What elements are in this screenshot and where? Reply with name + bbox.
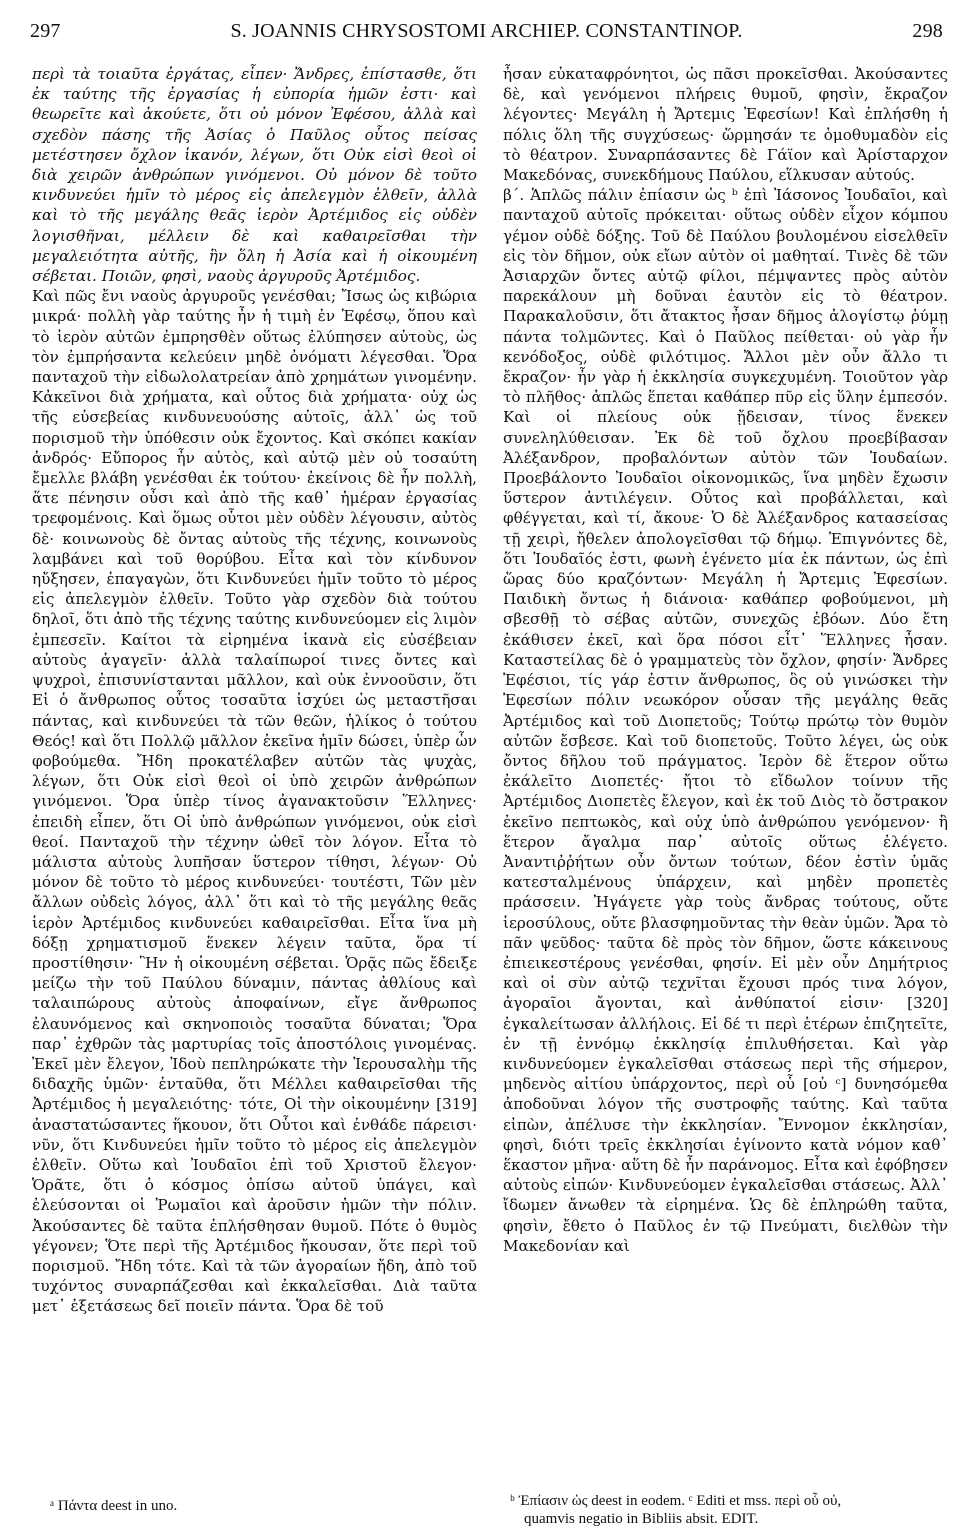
footnote-right [510,1492,950,1528]
page-header [30,20,943,60]
page-number-left: 297 [30,20,61,42]
footnote-left: ᵃ Πάντα deest in uno. [50,1498,178,1514]
page-number-right: 298 [912,20,943,42]
right-paragraph-1: ἦσαν εὐκαταφρόνητοι, ὡς πᾶσι προκεῖσθαι. Ἀκούσαντες δὲ, καὶ γενόμενοι πλήρεις θυμοῦ, φησὶν, ἔκραζον λέγοντες· Μεγάλη ἡ Ἄρτεμις Ἐφεσίων! Καὶ ἐπλήσθη ἡ πόλις ὅλη τῆς συγχύσεως· ὥρμησάν τε ὁμοθυμαδὸν εἰς τὸ θέατρον. Συναρπάσαντες δὲ Γάϊον καὶ Ἀρίσταρχον Μακεδόνας, συνεκδήμους Παύλου, εἵλκυσαν αὐτούς. [503,65,948,185]
left-paragraph-2: Καὶ πῶς ἔνι ναοὺς ἀργυροῦς γενέσθαι; Ἴσως ὡς κιβώρια μικρά· πολλὴ γὰρ ταύτης ἦν ἡ τιμὴ ἐν Ἐφέσῳ, ὅπου καὶ τὸ ἱερὸν αὐτῶν ἐμπρησθὲν οὕτως ἐλύπησεν αὐτοὺς, ὡς τὸν ἐμπρήσαντα κελεύειν μηδὲ ὀνόματι λέγεσθαι. Ὅρα πανταχοῦ τὴν εἰδωλολατρείαν ἀπὸ χρημάτων γινομένην. Κἀκεῖνοι διὰ χρήματα, καὶ οὗτος διὰ χρήματα· οὐχ ὡς τῆς εὐσεβείας κινδυνευούσης αὐτοῖς, ἀλλ᾽ ὡς τοῦ πορισμοῦ τὴν ὑπόθεσιν οὐκ ἔχοντος. Καὶ σκόπει κακίαν ἀνδρός· Εὔπορος ἦν αὐτὸς, καὶ αὐτῷ μὲν οὐ τοσαύτη ἔμελλε βλάβη γενέσθαι ἐκ τούτου· ἐκείνοις δὲ ἦν πολλὴ, ἅτε πένησιν οὖσι καὶ ἀπὸ τῆς καθ᾽ ἡμέραν ἐργασίας τρεφομένοις. Καὶ ὅμως οὗτοι μὲν οὐδὲν λέγουσιν, αὐτὸς δὲ· κοινωνοὺς δὲ ὄντας αὐτοὺς τῆς τέχνης, κοινωνοὺς λαμβάνει καὶ τοῦ θορύβου. Εἶτα καὶ τὸν κίνδυνον ηὔξησεν, ἐπαγαγὼν, ὅτι Κινδυνεύει ἡμῖν τοῦτο τὸ μέρος εἰς ἀπελεγμὸν ἐλθεῖν. Τοῦτο γὰρ σχεδὸν διὰ τούτου δηλοῖ, ὅτι ἀπὸ τῆς τέχνης ταύτης κινδυνεύομεν εἰς λιμὸν ἐμπεσεῖν. Καίτοι τὰ εἰρημένα ἱκανὰ εἰς εὐσέβειαν αὐτοὺς ἀγαγεῖν· ἀλλὰ ταλαίπωροί τινες ὄντες καὶ ψυχροὶ, ἐπισυνίστανται μᾶλλον, καὶ οὐκ ἐννοοῦσιν, ὅτι Εἰ ὁ ἄνθρωπος οὗτος τοσαῦτα ἰσχύει ὡς μεταστῆσαι πάντας, καὶ κινδυνεύει τὰ τῶν θεῶν, ἡλίκος ὁ τούτου Θεός! καὶ ὅτι Πολλῷ μᾶλλον ἐκεῖνα ἡμῖν δώσει, ὑπὲρ ὧν φοβούμεθα. Ἤδη προκατέλαβεν αὐτῶν τὰς ψυχὰς, λέγων, ὅτι Οὐκ εἰσὶ θεοὶ οἱ ὑπὸ χειρῶν ἀνθρώπων γινόμενοι. Ὅρα ὑπὲρ τίνος ἀγανακτοῦσιν Ἕλληνες· ἐπειδὴ εἶπεν, ὅτι Οἱ ὑπὸ ἀνθρώπων γινόμενοι, οὐκ εἰσὶ θεοί. Πανταχοῦ τὴν τέχνην ὠθεῖ τὸν λόγον. Εἶτα τὸ μάλιστα αὐτοὺς λυπῆσαν ὕστερον τίθησι, λέγων· Οὐ μόνον δὲ τοῦτο τὸ μέρος κινδυνεύει· τουτέστι, Τῶν μὲν ἄλλων οὐδεὶς λόγος, ἀλλ᾽ ὅτι καὶ τὸ τῆς μεγάλης θεᾶς ἱερὸν Ἀρτέμιδος κινδυνεύει καθαιρεῖσθαι. Εἶτα ἵνα μὴ δόξῃ χρηματισμοῦ ἕνεκεν λέγειν ταῦτα, ὅρα τί προστίθησιν· Ἣν ἡ οἰκουμένη σέβεται. Ὁρᾷς πῶς ἔδειξε μείζω τὴν τοῦ Παύλου δύναμιν, πάντας ἀθλίους καὶ ταλαιπώρους αὐτοὺς ἀποφαίνων, εἴγε ἄνθρωπος ἐλαυνόμενος καὶ σκηνοποιὸς τοσαῦτα δύναται; Ὅρα παρ᾽ ἐχθρῶν τὰς μαρτυρίας τοῖς ἀποστόλοις γινομένας. Ἐκεῖ μὲν ἔλεγον, Ἰδοὺ πεπληρώκατε τὴν Ἱερουσαλὴμ τῆς διδαχῆς ὑμῶν· ἐνταῦθα, ὅτι Μέλλει καθαιρεῖσθαι τῆς Ἀρτέμιδος ἡ μεγαλειότης· τότε, Οἱ τὴν οἰκουμένην [319] ἀναστατώσαντες ἥκουον, ὅτι Οὗτοι καὶ ἐνθάδε πάρεισι· νῦν, ὅτι Κινδυνεύει ἡμῖν τοῦτο τὸ μέρος εἰς ἀπελεγμὸν ἐλθεῖν. Οὕτω καὶ Ἰουδαῖοι ἐπὶ τοῦ Χριστοῦ ἔλεγον· Ὁρᾶτε, ὅτι ὁ κόσμος ὀπίσω αὐτοῦ ὑπάγει, καὶ ἐλεύσονται οἱ Ῥωμαῖοι καὶ ἀροῦσιν ἡμῶν τὴν πόλιν. Ἀκούσαντες δὲ ταῦτα ἐπλήσθησαν θυμοῦ. Πότε ὁ θυμὸς γέγονεν; Ὅτε περὶ τῆς Ἀρτέμιδος ἤκουσαν, ὅτε περὶ τοῦ πορισμοῦ. Ἤδη τότε. Καὶ τὰ τῶν ἀγοραίων ἤδη, ἀπὸ τοῦ τυχόντος συναρπάζεσθαι καὶ ἐκκαλεῖσθαι. Διὰ ταῦτα μετ᾽ ἐξετάσεως δεῖ ποιεῖν πάντα. Ὅρα δὲ τοῦ [32,287,477,1316]
running-title: S. JOANNIS CHRYSOSTOMI ARCHIEP. CONSTANTINOP. [230,20,743,42]
footnote-right-line-1: ᵇ Ἐπίασιν ὡς deest in eodem. ᶜ Editi et mss. περὶ οὗ οὐ, [510,1493,842,1509]
right-paragraph-2: β΄. Ἁπλῶς πάλιν ἐπίασιν ὡς ᵇ ἐπὶ Ἰάσονος Ἰουδαῖοι, καὶ πανταχοῦ αὐτοῖς πρόκειται· οὕτως οὐδὲν εἶχον κόμπου γέμον οὐδὲ δόξης. Τοῦ δὲ Παύλου βουλομένου εἰσελθεῖν εἰς τὸν δῆμον, οὐκ εἴων αὐτὸν οἱ μαθηταί. Τινὲς δὲ τῶν Ἀσιαρχῶν ὄντες αὐτῷ φίλοι, πέμψαντες πρὸς αὐτὸν παρεκάλουν μὴ δοῦναι ἑαυτὸν εἰς τὸ θέατρον. Παρακαλοῦσιν, ὅτι ἄτακτος ἦσαν δῆμος ἀλογίστῳ ῥύμῃ πάντα τολμῶντες. Καὶ ὁ Παῦλος πείθεται· οὐ γὰρ ἦν κενόδοξος, οὐδὲ φιλότιμος. Ἄλλοι μὲν οὖν ἄλλο τι ἔκραζον· ἦν γὰρ ἡ ἐκκλησία συγκεχυμένη. Τοιοῦτον γὰρ τὸ πλῆθος· ἁπλῶς ἕπεται καθάπερ πῦρ εἰς ὕλην ἐμπεσόν. Καὶ οἱ πλείους οὐκ ᾔδεισαν, τίνος ἕνεκεν συνεληλύθεισαν. Ἐκ δὲ τοῦ ὄχλου προεβίβασαν Ἀλέξανδρον, προβαλόντων αὐτὸν τῶν Ἰουδαίων. Προεβάλοντο Ἰουδαῖοι οἰκονομικῶς, ἵνα μηδὲν ἔχωσιν ὕστερον ἀντιλέγειν. Οὗτος καὶ προβάλλεται, καὶ φθέγγεται, καὶ τί, ἄκουε· Ὁ δὲ Ἀλέξανδρος κατασείσας τῇ χειρὶ, ἤθελεν ἀπολογεῖσθαι τῷ δήμῳ. Ἐπιγνόντες δὲ, ὅτι Ἰουδαῖός ἐστι, φωνὴ ἐγένετο μία ἐκ πάντων, ὡς ἐπὶ ὥρας δύο κραζόντων· Μεγάλη ἡ Ἄρτεμις Ἐφεσίων. Παιδικὴ ὄντως ἡ διάνοια· καθάπερ φοβούμενοι, μὴ σβεσθῇ τὸ σέβας αὐτῶν, συνεχῶς ἐβόων. Δύο ἔτη ἐκάθισεν ἐκεῖ, καὶ ὅρα πόσοι εἶτ᾽ Ἕλληνες ἦσαν. Καταστείλας δὲ ὁ γραμματεὺς τὸν ὄχλον, φησίν· Ἄνδρες Ἐφέσιοι, τίς γάρ ἐστιν ἄνθρωπος, ὃς οὐ γινώσκει τὴν Ἐφεσίων πόλιν νεωκόρον οὖσαν τῆς μεγάλης θεᾶς Ἀρτέμιδος καὶ τοῦ Διοπετοῦς; Τούτῳ πρώτῳ τὸν θυμὸν αὐτῶν ἔσβεσε. Καὶ τοῦ διοπετοῦς. Τοῦτο λέγει, ὡς οὐκ ὄντος δῆλου τοῦ πράγματος. Ἱερὸν δὲ ἕτερον οὕτω ἐκάλεῖτο Διοπετές· ἤτοι τὸ εἴδωλον τοίνυν τῆς Ἀρτέμιδος Διοπετὲς ἔλεγον, καὶ ἐκ τοῦ Διὸς τὸ ὄστρακον ἐκεῖνο πεπτωκὸς, καὶ οὐχ ὑπὸ ἀνθρώπου γενόμενον· ἢ ἕτερον ἄγαλμα παρ᾽ αὐτοῖς οὕτως ἐλέγετο. Ἀναντιῤῥήτων οὖν ὄντων τούτων, δέον ἐστὶν ὑμᾶς κατεσταλμένους ὑπάρχειν, καὶ μηδὲν προπετὲς πράσσειν. Ἠγάγετε γὰρ τοὺς ἄνδρας τούτους, οὔτε ἱεροσύλους, οὔτε βλασφημοῦντας τὴν θεὰν ὑμῶν. Ἄρα τὸ πᾶν ψεῦδος· ταῦτα δὲ πρὸς τὸν δῆμον, ὥστε κάκεινους ἐπιεικεστέρους γενέσθαι, φησίν. Εἰ μὲν οὖν Δημήτριος καὶ οἱ σὺν αὐτῷ τεχνῖται ἔχουσι πρός τινα λόγον, ἀγοραῖοι ἄγονται, καὶ ἀνθύπατοί εἰσιν· [320] ἐγκαλείτωσαν ἀλλήλοις. Εἰ δέ τι περὶ ἑτέρων ἐπιζητεῖτε, ἐν τῇ ἐννόμῳ ἐκκλησίᾳ ἐπιλυθήσεται. Καὶ γὰρ κινδυνεύομεν ἐγκαλεῖσθαι στάσεως περὶ τῆς σήμερον, μηδενὸς αἰτίου ὑπάρχοντος, περὶ οὗ [οὐ ᶜ] δυνησόμεθα ἀποδοῦναι λόγον τῆς συστροφῆς ταύτης. Καὶ ταῦτα εἰπὼν, ἀπέλυσε τὴν ἐκκλησίαν. Ἔννομον ἐκκλησίαν, φησὶ, διότι τρεῖς ἐκκλησίαι ἐγίνοντο κατὰ νόμον καθ᾽ ἕκαστον μῆνα· αὕτη δὲ ἦν παράνομος. Εἶτα καὶ ἐφόβησεν αὐτοὺς εἰπών· Κινδυνεύομεν ἐγκαλεῖσθαι στάσεως. Ἀλλ᾽ ἴδωμεν ἄνωθεν τὰ εἰρημένα. Ὡς δὲ ἐπληρώθη ταῦτα, φησὶν, ἔθετο ὁ Παῦλος ἐν τῷ Πνεύματι, διελθὼν τὴν Μακεδονίαν καὶ [503,186,948,1255]
left-paragraph-1: περὶ τὰ τοιαῦτα ἐργάτας, εἶπεν· Ἄνδρες, ἐπίστασθε, ὅτι ἐκ ταύτης τῆς ἐργασίας ἡ εὐπορία ἡμῶν ἐστι· καὶ θεωρεῖτε καὶ ἀκούετε, ὅτι οὐ μόνον Ἐφέσου, ἀλλὰ καὶ σχεδὸν πάσης τῆς Ἀσίας ὁ Παῦλος οὗτος πείσας μετέστησεν ὄχλον ἱκανόν, λέγων, ὅτι Οὐκ εἰσὶ θεοὶ οἱ διὰ χειρῶν ἀνθρώπων γινόμενοι. Οὐ μόνον δὲ τοῦτο κινδυνεύει ἡμῖν τὸ μέρος εἰς ἀπελεγμὸν ἐλθεῖν, ἀλλὰ καὶ τὸ τῆς μεγάλης θεᾶς ἱερὸν Ἀρτέμιδος εἰς οὐδὲν λογισθῆναι, μέλλειν δὲ καὶ καθαιρεῖσθαι τὴν μεγαλειότητα αὐτῆς, ἣν ὅλη ἡ Ἀσία καὶ ἡ οἰκουμένη σέβεται. Ποιῶν, φησὶ, ναοὺς ἀργυροῦς Ἀρτέμιδος. [32,65,477,286]
footnote-right-line-2: quamvis negatio in Bibliis absit. EDIT. [524,1511,759,1527]
right-column [503,64,948,1484]
left-column [32,64,477,1484]
